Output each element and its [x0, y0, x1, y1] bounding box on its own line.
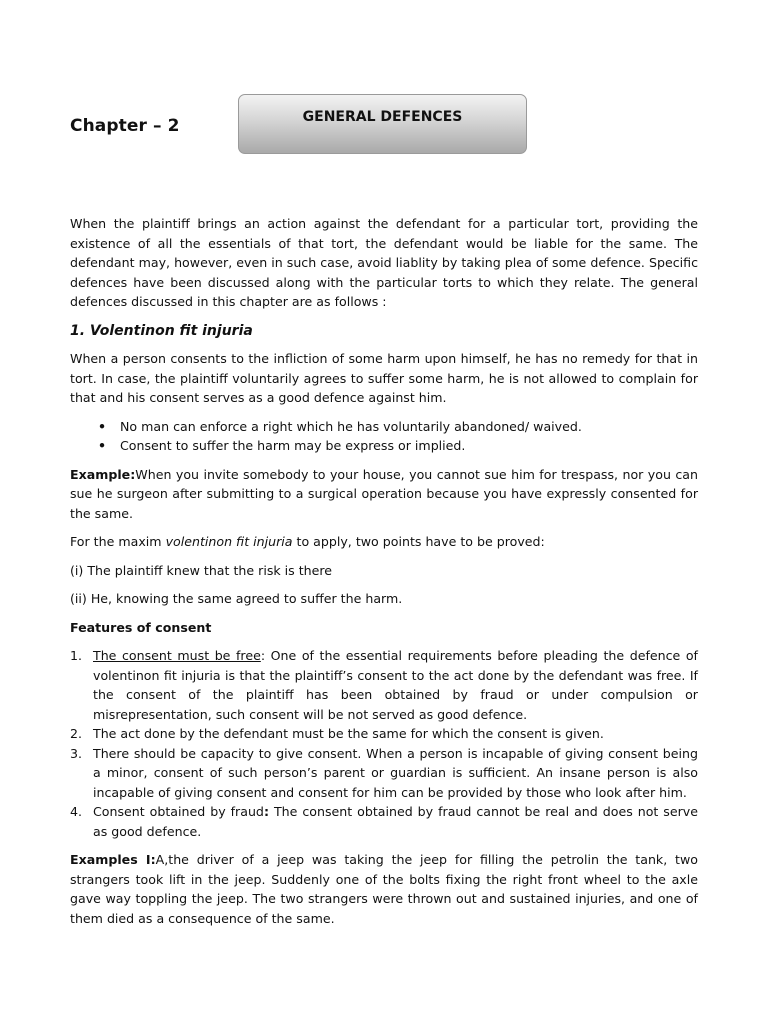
volenti-bullet-list: [70, 417, 698, 456]
features-heading-text: Features of consent: [70, 619, 212, 635]
intro-paragraph: When the plaintiff brings an action against the defendant for a particular tort, providing the existence of all the essentials of that tort, the defendant would be liable for the same. The defendant may, however, even in such case, avoid liablity by taking plea of some defence. Specific defences have been discussed along with the particular torts to which they relate. The general defences discussed in this chapter are as follows :: [70, 216, 698, 309]
item-number: 2.: [70, 726, 83, 741]
item-number: 3.: [70, 745, 83, 761]
volenti-paragraph: When a person consents to the infliction of some harm upon himself, he has no remedy for that in tort. In case, the plaintiff voluntarily agrees to suffer some harm, he is not allowed to complain for that and his consent serves as a good defence against him.: [70, 351, 698, 405]
section-heading-volenti: 1. Volentinon fit injuria: [70, 322, 253, 339]
maxim-pre: For the maxim: [70, 534, 166, 549]
chapter-title: GENERAL DEFENCES: [302, 109, 463, 125]
list-item: [70, 646, 698, 724]
examples-text: A,the driver of a jeep was taking the jeep for filling the petrolin the tank, two strangers took lift in the jeep. Suddenly one of the bolts fixing the right front wheel to the axle gave way toppling the jeep. The two strangers were thrown out and sustained injuries, and one of them died as a consequence of the same.: [70, 852, 698, 926]
point-one: (i) The plaintiff knew that the risk is there: [70, 562, 333, 578]
item-label: The consent must be free: [93, 648, 261, 663]
item-text: The consent obtained by fraud cannot be real and does not serve as good defence.: [93, 804, 698, 839]
item-number: 1.: [70, 648, 83, 663]
maxim-term: volentinon fit injuria: [165, 534, 293, 549]
chapter-label: Chapter – 2: [70, 116, 180, 136]
item-colon: :: [263, 804, 269, 819]
list-item: • No man can enforce a right which he has voluntarily abandoned/ waived.: [120, 417, 698, 437]
item-text: There should be capacity to give consent. When a person is incapable of giving consent being a minor, consent of such person’s parent or guardian is sufficient. An insane person is also incapable of giving consent and consent for him can be provided by those who look after him.: [93, 745, 698, 800]
point-two: (ii) He, knowing the same agreed to suffer the harm.: [70, 591, 403, 606]
list-item: [70, 744, 698, 803]
item-number: 4.: [70, 804, 83, 819]
item-text: One of the essential requirements before pleading the defence of volentinon fit injuria is that the plaintiff’s consent to the act done by the defendant was free. If the consent of the plaintiff has been obtained by fraud or under compulsion or misrepresentation, such consent will be not served as good defence.: [93, 648, 698, 722]
item-colon: :: [260, 648, 266, 663]
examples-paragraph: [70, 850, 698, 928]
features-list: [70, 646, 698, 841]
examples-label: Examples I:: [70, 852, 156, 867]
example-paragraph: [70, 465, 698, 524]
list-item: [70, 802, 698, 841]
item-label: Consent obtained by fraud: [93, 804, 264, 819]
maxim-paragraph: [70, 532, 698, 552]
item-text: The act done by the defendant must be the same for which the consent is given.: [93, 726, 604, 741]
chapter-title-box: [238, 94, 527, 154]
example-text: When you invite somebody to your house, you cannot sue him for trespass, nor you can sue he surgeon after submitting to a surgical operation because you have expressly consented for the same.: [70, 466, 698, 521]
document-body: [70, 214, 698, 928]
features-heading: [70, 618, 698, 638]
maxim-post: to apply, two points have to be proved:: [292, 534, 545, 549]
example-label: Example:: [70, 466, 136, 482]
list-item: • Consent to suffer the harm may be express or implied.: [120, 436, 698, 456]
list-item: [70, 724, 698, 744]
